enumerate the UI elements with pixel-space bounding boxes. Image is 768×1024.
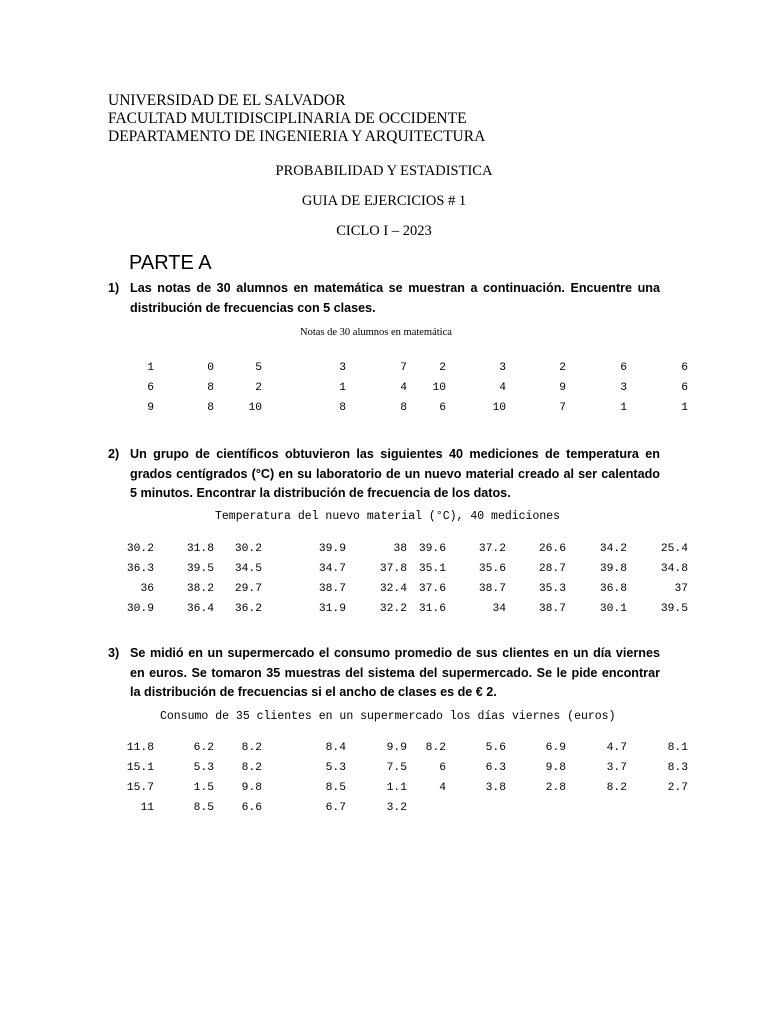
faculty-name: FACULTAD MULTIDISCIPLINARIA DE OCCIDENTE	[108, 110, 467, 127]
table-cell: 9	[147, 402, 154, 414]
university-name: UNIVERSIDAD DE EL SALVADOR	[108, 92, 346, 109]
question-number: 2)	[108, 447, 120, 461]
section-title: PARTE A	[129, 252, 212, 274]
table-cell: 5	[255, 362, 262, 374]
table-cell: 8.3	[667, 762, 688, 774]
table-cell: 36	[140, 583, 154, 595]
table-cell: 1.5	[193, 782, 214, 794]
question-number: 3)	[108, 646, 120, 660]
table-cell: 4	[499, 382, 506, 394]
table-cell: 8.5	[325, 782, 346, 794]
table-cell: 3.2	[386, 802, 407, 814]
table-cell: 0	[207, 362, 214, 374]
table-cell: 11	[140, 802, 154, 814]
table-cell: 3	[499, 362, 506, 374]
data-table	[0, 362, 768, 422]
table-cell: 30.2	[126, 543, 154, 555]
table-cell: 6	[439, 402, 446, 414]
table-cell: 7	[400, 362, 407, 374]
table-cell: 10	[248, 402, 262, 414]
guide-title: GUIA DE EJERCICIOS # 1	[301, 193, 467, 209]
table-cell: 39.5	[186, 563, 214, 575]
question-1	[108, 279, 660, 318]
table-cell: 34.7	[318, 563, 346, 575]
table-cell: 34.8	[660, 563, 688, 575]
data-table	[0, 543, 768, 623]
table-cell: 8	[207, 382, 214, 394]
table-cell: 3.8	[485, 782, 506, 794]
table-cell: 9.8	[545, 762, 566, 774]
table-cell: 2	[439, 362, 446, 374]
table-cell: 1	[620, 402, 627, 414]
table-caption: Temperatura del nuevo material (°C), 40 mediciones	[215, 510, 561, 523]
table-cell: 6	[681, 382, 688, 394]
table-cell: 38.7	[318, 583, 346, 595]
course-title: PROBABILIDAD Y ESTADISTICA	[275, 163, 493, 179]
table-cell: 29.7	[234, 583, 262, 595]
table-cell: 8	[207, 402, 214, 414]
table-cell: 38.2	[186, 583, 214, 595]
table-cell: 10	[432, 382, 446, 394]
table-caption: Notas de 30 alumnos en matemática	[300, 327, 452, 338]
table-cell: 1	[681, 402, 688, 414]
table-cell: 7	[559, 402, 566, 414]
table-cell: 38.7	[538, 603, 566, 615]
table-cell: 5.3	[325, 762, 346, 774]
table-cell: 4.7	[606, 742, 627, 754]
table-cell: 36.2	[234, 603, 262, 615]
table-cell: 4	[400, 382, 407, 394]
table-cell: 8.1	[667, 742, 688, 754]
table-cell: 30.1	[599, 603, 627, 615]
table-cell: 30.2	[234, 543, 262, 555]
table-cell: 9	[559, 382, 566, 394]
table-cell: 6	[620, 362, 627, 374]
table-cell: 11.8	[126, 742, 154, 754]
table-cell: 37.8	[379, 563, 407, 575]
table-cell: 8.2	[241, 762, 262, 774]
table-cell: 1.1	[386, 782, 407, 794]
table-cell: 31.8	[186, 543, 214, 555]
question-3	[108, 644, 660, 703]
department-name: DEPARTAMENTO DE INGENIERIA Y ARQUITECTURA	[108, 128, 486, 145]
table-cell: 6.7	[325, 802, 346, 814]
table-cell: 6.6	[241, 802, 262, 814]
table-cell: 34	[492, 603, 506, 615]
table-cell: 1	[339, 382, 346, 394]
table-cell: 8.5	[193, 802, 214, 814]
question-2	[108, 445, 660, 504]
table-cell: 6	[439, 762, 446, 774]
institution-header	[108, 92, 485, 146]
table-cell: 38	[393, 543, 407, 555]
table-cell: 9.8	[241, 782, 262, 794]
table-cell: 8	[400, 402, 407, 414]
table-cell: 10	[492, 402, 506, 414]
data-table	[0, 742, 768, 822]
table-cell: 2	[255, 382, 262, 394]
table-cell: 6.2	[193, 742, 214, 754]
table-cell: 8.2	[425, 742, 446, 754]
table-cell: 5.6	[485, 742, 506, 754]
table-cell: 7.5	[386, 762, 407, 774]
table-cell: 3.7	[606, 762, 627, 774]
table-cell: 6.3	[485, 762, 506, 774]
table-cell: 2	[559, 362, 566, 374]
table-cell: 36.3	[126, 563, 154, 575]
table-cell: 31.6	[418, 603, 446, 615]
table-cell: 8.4	[325, 742, 346, 754]
table-cell: 39.6	[418, 543, 446, 555]
table-cell: 8	[339, 402, 346, 414]
table-cell: 39.9	[318, 543, 346, 555]
table-cell: 2.7	[667, 782, 688, 794]
table-cell: 3	[339, 362, 346, 374]
table-cell: 37.2	[478, 543, 506, 555]
cycle-title: CICLO I – 2023	[336, 223, 432, 239]
table-cell: 39.5	[660, 603, 688, 615]
table-cell: 38.7	[478, 583, 506, 595]
question-number: 1)	[108, 281, 120, 295]
table-cell: 1	[147, 362, 154, 374]
table-cell: 26.6	[538, 543, 566, 555]
table-cell: 31.9	[318, 603, 346, 615]
table-cell: 34.5	[234, 563, 262, 575]
table-cell: 15.7	[126, 782, 154, 794]
table-cell: 8.2	[606, 782, 627, 794]
table-cell: 9.9	[386, 742, 407, 754]
question-text: Se midió en un supermercado el consumo promedio de sus clientes en un día viernes en euros. Se tomaron 35 muestras del sistema del supermercado. Se le pide encontrar la distribución de frecuencias si el ancho de clases es de € 2.	[130, 646, 660, 699]
table-cell: 36.4	[186, 603, 214, 615]
table-cell: 35.1	[418, 563, 446, 575]
table-cell: 37	[674, 583, 688, 595]
table-cell: 28.7	[538, 563, 566, 575]
table-cell: 37.6	[418, 583, 446, 595]
table-cell: 6.9	[545, 742, 566, 754]
table-cell: 35.3	[538, 583, 566, 595]
table-cell: 3	[620, 382, 627, 394]
table-caption: Consumo de 35 clientes en un supermercado los días viernes (euros)	[160, 710, 616, 723]
table-cell: 30.9	[126, 603, 154, 615]
table-cell: 5.3	[193, 762, 214, 774]
table-cell: 25.4	[660, 543, 688, 555]
question-text: Un grupo de científicos obtuvieron las siguientes 40 mediciones de temperatura en grados centígrados (°C) en su laboratorio de un nuevo material creado al ser calentado 5 minutos. Encontrar la distribución de frecuencia de los datos.	[130, 447, 660, 500]
table-cell: 36.8	[599, 583, 627, 595]
table-cell: 8.2	[241, 742, 262, 754]
question-text: Las notas de 30 alumnos en matemática se muestran a continuación. Encuentre una distribución de frecuencias con 5 clases.	[130, 281, 660, 315]
table-cell: 39.8	[599, 563, 627, 575]
table-cell: 34.2	[599, 543, 627, 555]
table-cell: 4	[439, 782, 446, 794]
table-cell: 15.1	[126, 762, 154, 774]
table-cell: 6	[147, 382, 154, 394]
table-cell: 32.4	[379, 583, 407, 595]
table-cell: 6	[681, 362, 688, 374]
table-cell: 32.2	[379, 603, 407, 615]
table-cell: 35.6	[478, 563, 506, 575]
table-cell: 2.8	[545, 782, 566, 794]
